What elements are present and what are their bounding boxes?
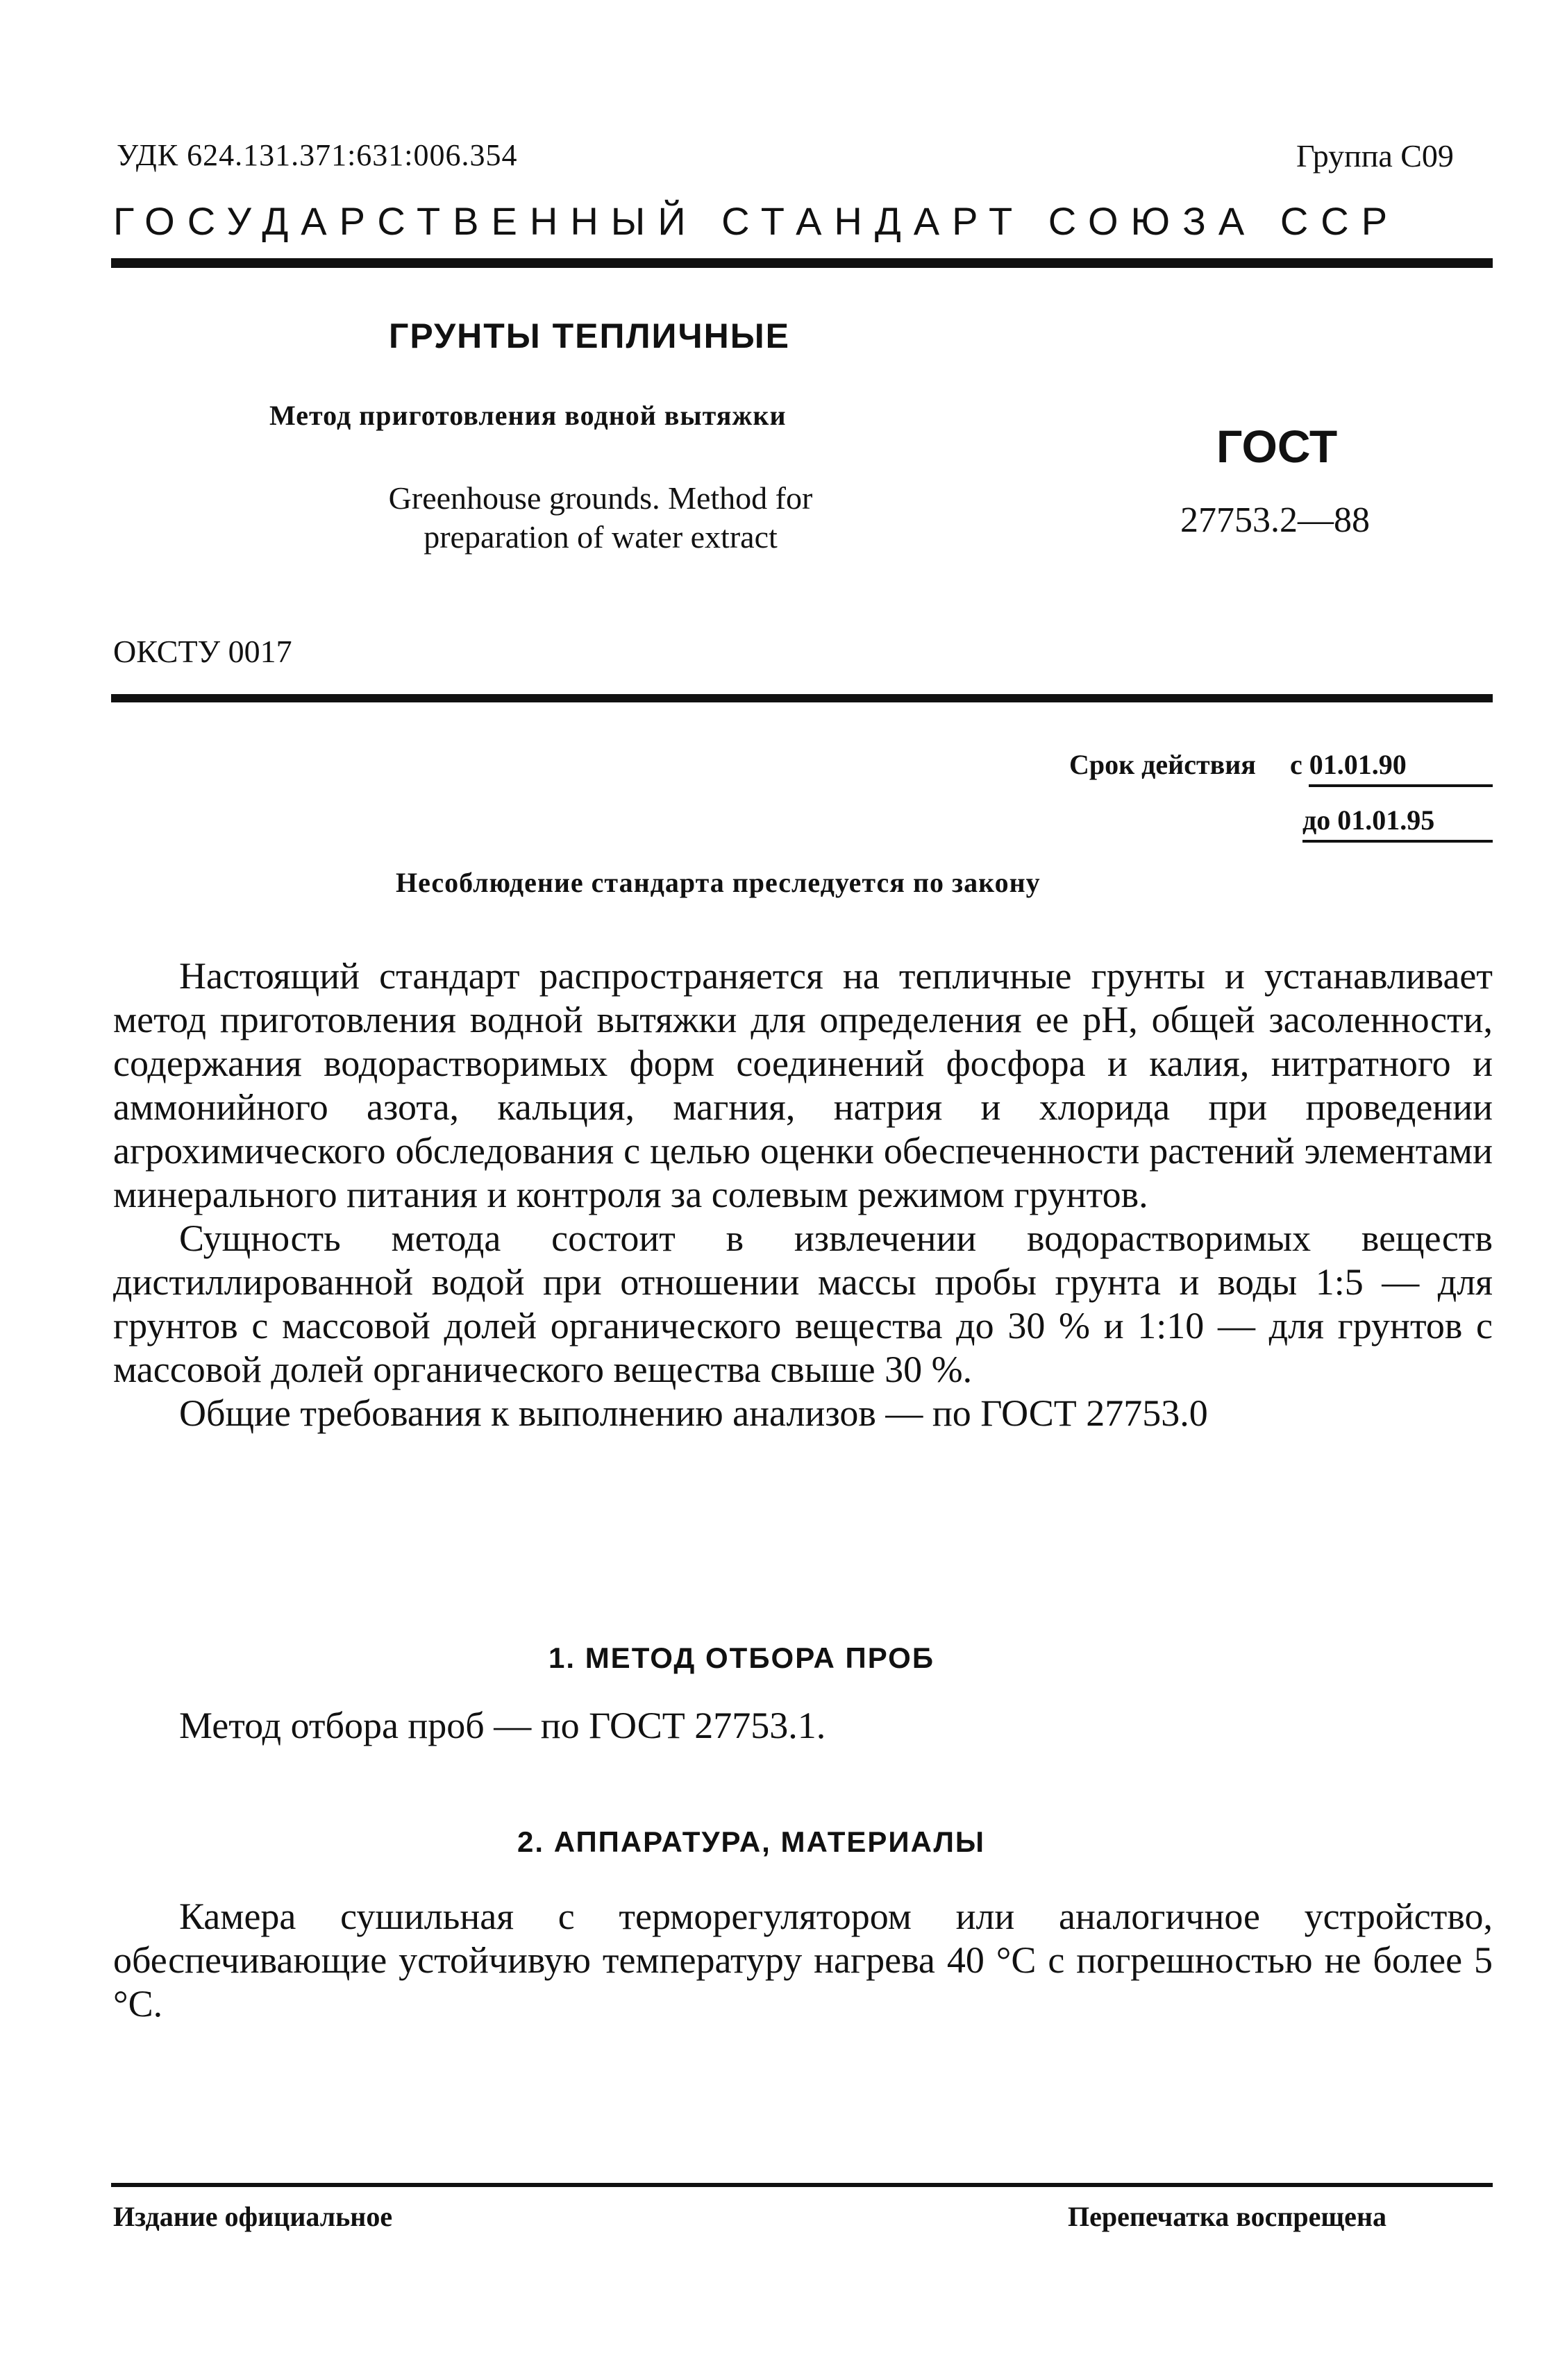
section-paragraph: Камера сушильная с терморегулятором или аналогичное устройство, обеспечивающие устойчивую температуру нагрева 40 °С с погрешностью не более 5 °С. xyxy=(113,1896,1493,2025)
validity-to: до 01.01.95 xyxy=(1302,804,1435,836)
title-rule xyxy=(111,694,1493,702)
gost-label: ГОСТ xyxy=(1216,421,1338,472)
udk-code: УДК 624.131.371:631:006.354 xyxy=(117,138,518,172)
gost-number: 27753.2—88 xyxy=(1180,500,1370,540)
group-code: Группа С09 xyxy=(1296,138,1454,174)
section-body xyxy=(113,1895,1493,2026)
intro-paragraph: Настоящий стандарт распространяется на тепличные грунты и устанавливает метод приготовления водной вытяжки для определения ее pH, общей засоленности, содержания водорастворимых форм соединений фосфора и калия, нитратного и аммонийного азота, кальция, магния, натрия и хлорида при проведении агрохимического обследования с целью оценки обеспеченности растений элементами минерального питания и контроля за солевым режимом грунтов. xyxy=(113,955,1493,1215)
document-title: ГРУНТЫ ТЕПЛИЧНЫЕ xyxy=(389,317,791,355)
intro-text xyxy=(113,954,1493,1435)
state-standard-heading: ГОСУДАРСТВЕННЫЙ СТАНДАРТ СОЮЗА ССР xyxy=(113,199,1400,243)
section-text: Метод отбора проб — по ГОСТ 27753.1. xyxy=(179,1705,826,1746)
validity-from: с 01.01.90 xyxy=(1290,749,1407,780)
document-subtitle: Метод приготовления водной вытяжки xyxy=(269,400,787,431)
header-rule xyxy=(111,258,1493,268)
section-heading: 2. АППАРАТУРА, МАТЕРИАЛЫ xyxy=(517,1825,986,1858)
validity-label: Срок действия xyxy=(1069,749,1256,780)
intro-paragraph: Сущность метода состоит в извлечении водорастворимых веществ дистиллированной водой при отношении массы пробы грунта и воды 1:5 — для грунтов с массовой долей органического вещества до 30 % и 1:10 — для грунтов с массовой долей органического вещества свыше 30 %. xyxy=(113,1217,1493,1390)
okstu-code: ОКСТУ 0017 xyxy=(113,634,292,669)
english-title: Greenhouse grounds. Method for preparation of water extract xyxy=(388,480,813,555)
footer-rule xyxy=(111,2183,1493,2187)
footer-reprint: Перепечатка воспрещена xyxy=(1068,2201,1386,2232)
intro-paragraph: Общие требования к выполнению анализов — по ГОСТ 27753.0 xyxy=(179,1392,1208,1434)
footer-edition: Издание официальное xyxy=(113,2201,393,2232)
validity-from-underline xyxy=(1309,784,1493,787)
section-heading: 1. МЕТОД ОТБОРА ПРОБ xyxy=(548,1641,935,1674)
law-notice: Несоблюдение стандарта преследуется по закону xyxy=(396,867,1041,898)
validity-to-underline xyxy=(1302,840,1493,843)
